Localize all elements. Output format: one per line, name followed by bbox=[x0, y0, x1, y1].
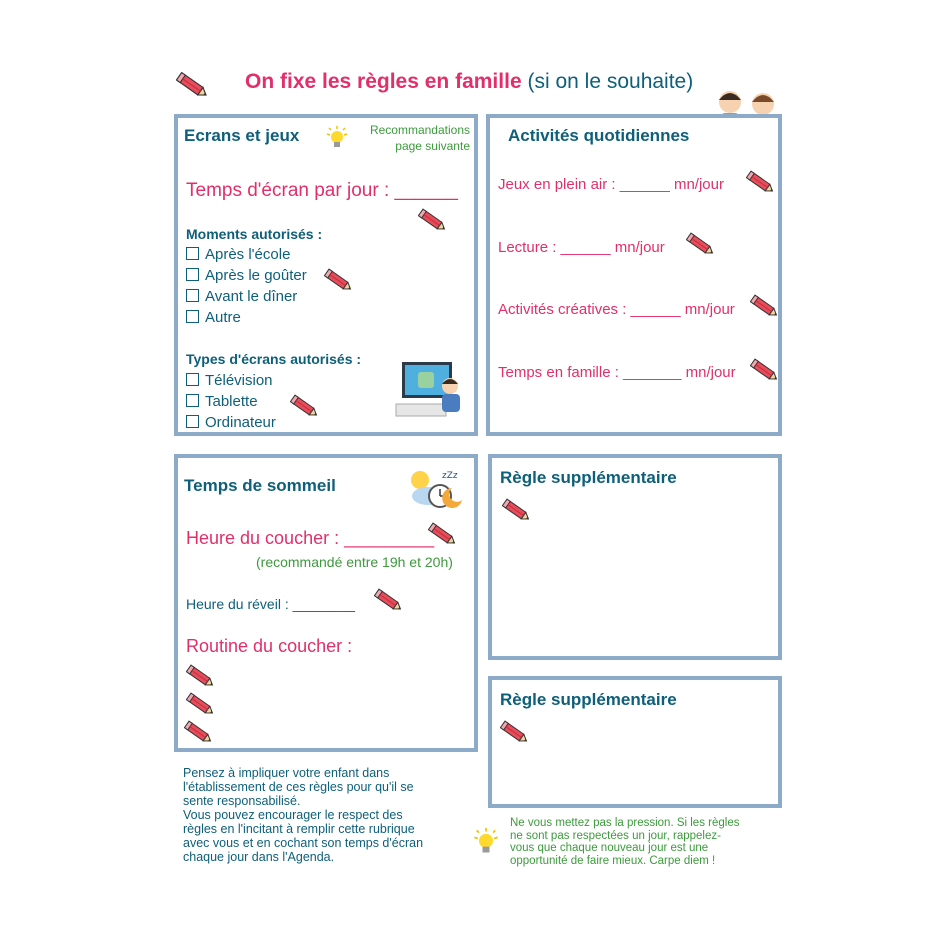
note-implication: Pensez à impliquer votre enfant dans l'établissement de ces règles pour qu'il se sente responsabilisé. Vous pouvez encourager le respect des règles en l'incitant à remplir cette rubrique avec vous et en cochant son temps d'écran chaque jour dans l'Agenda. bbox=[183, 766, 424, 864]
pencil-icon bbox=[746, 170, 776, 196]
checkbox[interactable] bbox=[186, 268, 199, 281]
heure-reveil-label: Heure du réveil : ________ bbox=[186, 596, 355, 612]
note-pression: Ne vous mettez pas la pression. Si les règles ne sont pas respectées un jour, rappelez- vous que chaque nouveau jour est une opportunité de faire mieux. Carpe diem ! bbox=[510, 817, 740, 867]
types-list bbox=[186, 370, 276, 433]
pencil-icon bbox=[500, 720, 530, 746]
pencil-icon bbox=[418, 208, 448, 234]
ecrans-section bbox=[174, 114, 478, 436]
regle-heading-1: Règle supplémentaire bbox=[500, 468, 677, 487]
alarm-clock-icon bbox=[406, 466, 468, 512]
reco-note: Recommandations page suivante bbox=[369, 123, 470, 153]
types-heading: Types d'écrans autorisés : bbox=[186, 351, 362, 367]
pencil-icon bbox=[186, 664, 216, 690]
activite-plein-air: Jeux en plein air : ______ mn/jour bbox=[498, 176, 724, 193]
ecrans-heading: Ecrans et jeux bbox=[184, 126, 300, 145]
pencil-icon bbox=[750, 358, 780, 384]
regle-heading-2: Règle supplémentaire bbox=[500, 690, 677, 709]
regle-section-2 bbox=[488, 676, 782, 808]
lightbulb-icon bbox=[472, 828, 500, 856]
checkbox[interactable] bbox=[186, 310, 199, 323]
pencil-icon bbox=[750, 294, 780, 320]
heure-coucher-label: Heure du coucher : _________ bbox=[186, 528, 435, 548]
type-ordinateur[interactable]: Ordinateur bbox=[186, 412, 276, 433]
activites-heading: Activités quotidiennes bbox=[508, 126, 690, 145]
temps-ecran-label: Temps d'écran par jour : ______ bbox=[186, 180, 458, 201]
pencil-icon bbox=[324, 268, 354, 294]
moments-list bbox=[186, 244, 307, 328]
regle-section-1 bbox=[488, 454, 782, 660]
checkbox[interactable] bbox=[186, 394, 199, 407]
checkbox[interactable] bbox=[186, 289, 199, 302]
activite-creatives: Activités créatives : ______ mn/jour bbox=[498, 301, 735, 318]
sommeil-heading: Temps de sommeil bbox=[184, 476, 336, 495]
checkbox[interactable] bbox=[186, 373, 199, 386]
pencil-icon bbox=[184, 720, 214, 746]
pencil-icon bbox=[502, 498, 532, 524]
pencil-icon bbox=[176, 72, 210, 100]
moment-apres-gouter[interactable]: Après le goûter bbox=[186, 265, 307, 286]
sommeil-section bbox=[174, 454, 478, 752]
type-television[interactable]: Télévision bbox=[186, 370, 276, 391]
pencil-icon bbox=[686, 232, 716, 258]
page-title: On fixe les règles en famille (si on le souhaite) bbox=[245, 70, 694, 93]
moment-apres-ecole[interactable]: Après l'école bbox=[186, 244, 307, 265]
type-tablette[interactable]: Tablette bbox=[186, 391, 276, 412]
lightbulb-icon bbox=[325, 126, 349, 150]
pencil-icon bbox=[428, 522, 458, 548]
svg-text:zZz: zZz bbox=[442, 471, 458, 481]
activites-section bbox=[486, 114, 782, 436]
pencil-icon bbox=[374, 588, 404, 614]
recommande-note: (recommandé entre 19h et 20h) bbox=[256, 554, 453, 570]
moment-autre[interactable]: Autre bbox=[186, 307, 307, 328]
checkbox[interactable] bbox=[186, 247, 199, 260]
moments-heading: Moments autorisés : bbox=[186, 226, 323, 242]
pencil-icon bbox=[290, 394, 320, 420]
pencil-icon bbox=[186, 692, 216, 718]
moment-avant-diner[interactable]: Avant le dîner bbox=[186, 286, 307, 307]
checkbox[interactable] bbox=[186, 415, 199, 428]
routine-label: Routine du coucher : bbox=[186, 636, 353, 656]
activite-famille: Temps en famille : _______ mn/jour bbox=[498, 364, 736, 381]
activite-lecture: Lecture : ______ mn/jour bbox=[498, 239, 665, 256]
child-tv-icon bbox=[394, 360, 464, 422]
